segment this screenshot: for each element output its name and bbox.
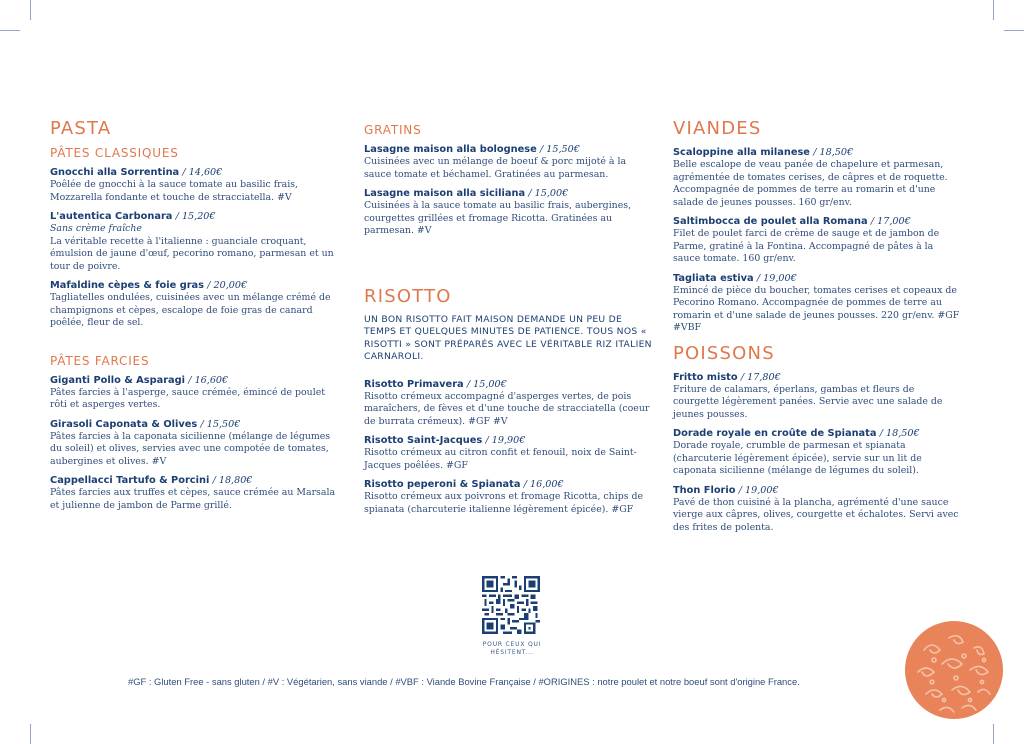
pasta-column xyxy=(50,118,340,518)
dish-description: Tagliatelles ondulées, cuisinées avec un mélange crémé de champignons et cèpes, escalope de foie gras de canard poêlée, fleur de sel. xyxy=(50,292,331,328)
dish-description: Risotto crémeux au citron confit et fenouil, noix de Saint-Jacques poêlées. #GF xyxy=(364,447,637,471)
qr-code[interactable] xyxy=(482,576,540,634)
dish xyxy=(673,427,963,478)
dish-name: Lasagne maison alla siciliana xyxy=(364,188,526,199)
dish-name: Risotto Primavera xyxy=(364,378,464,390)
dish-description: Filet de poulet farci de crème de sauge et de jambon de Parme, gratiné à la Fontina. Accompagné de pâtes à la sauce tomate. 160 gr/env. xyxy=(673,228,940,264)
crop-mark xyxy=(1004,30,1024,31)
dish-description: Pavé de thon cuisiné à la plancha, agrémenté d'une sauce vierge aux câpres, olives, courgette et échalotes. Servi avec des frites de polenta. xyxy=(673,496,959,533)
dish-name: Cappellacci Tartufo & Porcini xyxy=(50,475,210,486)
classiques-title: PÂTES CLASSIQUES xyxy=(50,146,179,160)
dish xyxy=(673,484,963,535)
farcies-title: PÂTES FARCIES xyxy=(50,353,150,368)
dish xyxy=(50,418,340,469)
crop-mark xyxy=(30,724,31,744)
risotto-title: RISOTTO xyxy=(364,285,452,307)
dish xyxy=(50,279,340,330)
crop-mark xyxy=(993,724,994,744)
dish-description: Emincé de pièce du boucher, tomates cerises et copeaux de Pecorino Romano. Accompagnée de pommes de terre au romarin et d'une salade de jeunes pousses. 220 gr/env. #GF #VBF xyxy=(673,284,960,333)
dish-name: Saltimbocca de poulet alla Romana xyxy=(673,216,868,227)
dish xyxy=(673,272,963,335)
dish-name: Dorade royale en croûte de Spianata xyxy=(673,428,877,439)
risotto-intro: UN BON RISOTTO FAIT MAISON DEMANDE UN PEU DE TEMPS ET QUELQUES MINUTES DE PATIENCE. TOUS NOS « RISOTTI » SONT PRÉPARÉS AVEC LE VÉRITABLE RIZ ITALIEN CARNAROLI. xyxy=(364,313,652,362)
dish-price: / 14,60€ xyxy=(182,167,223,178)
dish-price: / 15,20€ xyxy=(175,211,216,222)
gratins-title: GRATINS xyxy=(364,123,422,137)
dish xyxy=(673,371,963,422)
dish xyxy=(50,374,340,412)
dish xyxy=(364,478,654,516)
dish xyxy=(50,210,340,273)
dish-description: Pâtes farcies à la caponata sicilienne (mélange de légumes du soleil) et olives, servies avec une compotée de tomates, aubergines et olives. #V xyxy=(50,430,331,467)
dish-price: / 17,80€ xyxy=(740,371,781,383)
dish xyxy=(364,378,654,429)
dish-name: L'autentica Carbonara xyxy=(50,211,173,222)
dish-price: / 18,80€ xyxy=(212,475,253,486)
gratins-risotto-column xyxy=(364,118,654,522)
dish-price: / 18,50€ xyxy=(879,428,920,439)
dish-description: Friture de calamars, éperlans, gambas et fleurs de courgette légèrement panées. Servie avec une salade de jeunes pousses. xyxy=(673,383,943,420)
dish-price: / 16,60€ xyxy=(188,374,229,386)
dish-description: Dorade royale, crumble de parmesan et spianata (charcuterie légèrement épicée), servie sur un lit de caponata sicilienne (mélange de légumes du soleil). xyxy=(673,440,922,476)
dish xyxy=(673,146,963,209)
dish xyxy=(50,166,340,204)
crop-mark xyxy=(30,0,31,20)
dish-description: La véritable recette à l'italienne : guanciale croquant, émulsion de jaune d'œuf, pecorino romano, parmesan et un tour de poivre. xyxy=(50,235,334,272)
dish xyxy=(673,215,963,266)
dish-description: Risotto crémeux aux poivrons et fromage Ricotta, chips de spianata (charcuterie italienne légèrement épicée). #GF xyxy=(364,491,644,515)
pasta-title: PASTA xyxy=(50,118,112,139)
dish-description: Risotto crémeux accompagné d'asperges vertes, de pois maraîchers, de fèves et d'une touche de stracciatella (coeur de burrata crémeux). #GF #V xyxy=(364,390,650,427)
allergen-legend: #GF : Gluten Free - sans gluten / #V : Végétarien, sans viande / #VBF : Viande Bovine Française / #ORIGINES : notre poulet et notre boeuf sont d'origine France. xyxy=(128,676,800,687)
dish-description: Poêlée de gnocchi à la sauce tomate au basilic frais, Mozzarella fondante et touche de stracciatella. #V xyxy=(50,179,299,203)
dish-name: Tagliata estiva xyxy=(673,272,754,284)
dish-name: Risotto Saint-Jacques xyxy=(364,435,483,446)
dish-description: Pâtes farcies à l'asperge, sauce crémée, émincé de poulet rôti et asperges vertes. xyxy=(50,386,326,410)
dish-description: Pâtes farcies aux truffes et cèpes, sauce crémée au Marsala et julienne de jambon de Parme grillé. xyxy=(50,487,336,511)
dish-name: Girasoli Caponata & Olives xyxy=(50,418,198,430)
dish-description: Belle escalope de veau panée de chapelure et parmesan, agrémentée de tomates cerises, de câpres et de roquette. Accompagnée de pommes de terre au romarin et d'une salade de jeunes pousses. 160 gr/env. xyxy=(673,159,948,208)
dish-price: / 20,00€ xyxy=(207,280,248,291)
dish-price: / 19,00€ xyxy=(738,484,779,496)
dish-name: Mafaldine cèpes & foie gras xyxy=(50,280,204,291)
crop-mark xyxy=(993,0,994,20)
dish-name: Lasagne maison alla bolognese xyxy=(364,144,537,155)
dish-description: Cuisinées à la sauce tomate au basilic frais, aubergines, courgettes grillées et fromage Ricotta. Gratinées au parmesan. #V xyxy=(364,200,632,236)
dish-name: Thon Florio xyxy=(673,484,736,496)
dish-price: / 15,00€ xyxy=(528,188,569,199)
dish-name: Fritto misto xyxy=(673,371,738,383)
dish-price: / 19,00€ xyxy=(756,272,797,284)
decorative-swirl-icon xyxy=(904,620,1004,720)
dish-price: / 16,00€ xyxy=(523,479,564,490)
crop-mark xyxy=(0,30,20,31)
dish xyxy=(364,187,654,238)
dish-name: Risotto peperoni & Spianata xyxy=(364,479,521,490)
qr-caption: POUR CEUX QUI HÉSITENT... xyxy=(482,641,542,656)
dish-price: / 19,90€ xyxy=(485,435,526,446)
dish-name: Scaloppine alla milanese xyxy=(673,147,810,158)
dish-price: / 18,50€ xyxy=(813,147,854,158)
dish-price: / 15,00€ xyxy=(466,378,507,390)
dish-price: / 17,00€ xyxy=(870,216,911,227)
dish-name: Giganti Pollo & Asparagi xyxy=(50,374,186,386)
dish xyxy=(364,143,654,181)
poissons-title: POISSONS xyxy=(673,342,775,364)
dish-note: Sans crème fraîche xyxy=(50,223,142,234)
viandes-title: VIANDES xyxy=(673,118,762,139)
dish xyxy=(50,474,340,512)
dish-price: / 15,50€ xyxy=(540,144,580,155)
viandes-poissons-column xyxy=(673,118,963,540)
dish xyxy=(364,434,654,472)
dish-price: / 15,50€ xyxy=(200,418,241,430)
dish-name: Gnocchi alla Sorrentina xyxy=(50,167,180,178)
dish-description: Cuisinées avec un mélange de boeuf & porc mijoté à la sauce tomate et béchamel. Gratinées au parmesan. xyxy=(364,156,627,180)
